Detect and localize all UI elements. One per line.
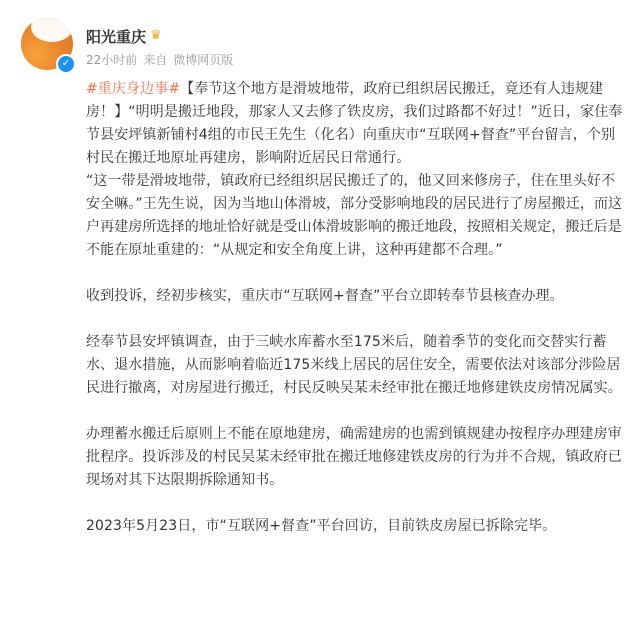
paragraph-1-text: 【奉节这个地方是滑坡地带，政府已组织居民搬迁，竟还有人违规建房！】“明明是搬迁地段，那家人又去修了铁皮房，我们过路都不好过！”近日，家住奉节县安坪镇新铺村4组的市民王先生（化名）向重庆市“互联网+督查”平台留言，个别村民在搬迁地原址再建房，影响附近居民日常通行。 [86, 81, 623, 166]
hashtag-link[interactable]: #重庆身边事# [86, 81, 181, 97]
paragraph-4: 经奉节县安坪镇调查，由于三峡水库蓄水至175米后，随着季节的变化而交替实行蓄水、退水措施，从而影响着临近175米线上居民的居住安全，需要依法对该部分涉险居民进行撤离，对房屋进行搬迁，村民反映吴某未经审批在搬迁地修建铁皮房情况属实。 [86, 334, 622, 396]
verified-badge-icon: ✓ [56, 54, 76, 74]
paragraph-3: 收到投诉，经初步核实，重庆市“互联网+督查”平台立即转奉节县核查办理。 [86, 288, 564, 304]
paragraph-1 [86, 78, 626, 170]
post-content [86, 78, 626, 538]
post-time[interactable]: 22小时前 [86, 53, 138, 67]
paragraph-5: 办理蓄水搬迁后原则上不能在原地建房，确需建房的也需到镇规建办按程序办理建房审批程序。投诉涉及的村民吴某未经审批在搬迁地修建铁皮房的行为并不合规，镇政府已现场对其下达限期拆除通知书。 [86, 426, 622, 488]
post-meta [86, 51, 239, 68]
post-source[interactable]: 微博网页版 [173, 53, 234, 67]
avatar-graphic [31, 18, 73, 42]
username[interactable]: 阳光重庆 [86, 28, 147, 46]
paragraph-2: “这一带是滑坡地带，镇政府已经组织居民搬迁了的，他又回来修房子，住在里头好不安全嘛。”王先生说，因为当地山体滑坡，部分受影响地段的居民进行了房屋搬迁，而这户再建房所选择的地址恰好就是受山体滑坡影响的搬迁地段，按照相关规定，搬迁后是不能在原址重建的：“从规定和安全角度上讲，这种再建都不合理。” [86, 173, 623, 258]
source-label: 来自 [143, 53, 168, 67]
paragraph-6: 2023年5月23日，市“互联网+督查”平台回访，目前铁皮房屋已拆除完毕。 [86, 518, 557, 534]
crown-icon[interactable]: ♛ [150, 28, 162, 43]
